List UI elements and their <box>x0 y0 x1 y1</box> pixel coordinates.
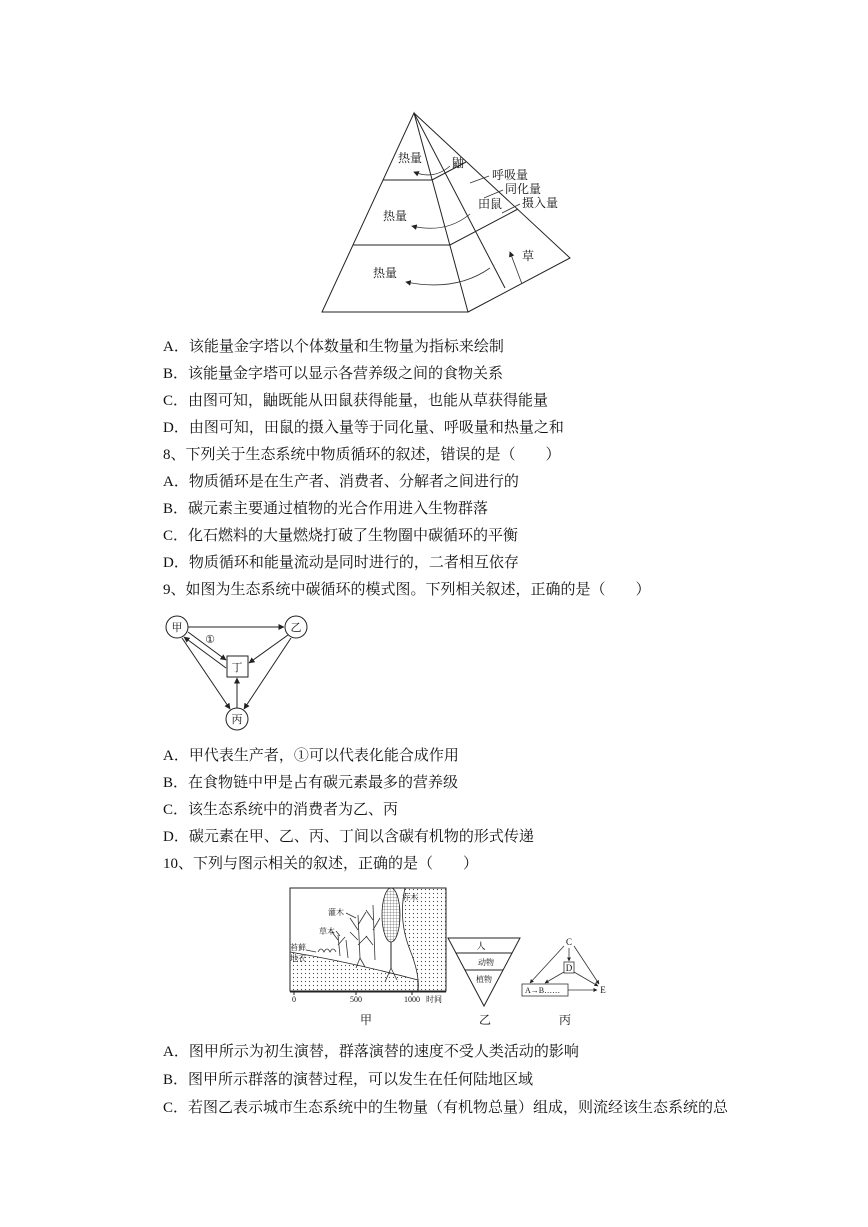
axis-label-time: 时间 <box>426 995 442 1004</box>
label-ding: 丁 <box>231 662 243 674</box>
weasel-label: 鼬 <box>451 156 465 170</box>
carbon-cycle-figure <box>160 610 320 735</box>
arrow-yi-bing <box>244 638 291 709</box>
shrub-shape-2 <box>366 905 380 960</box>
label-human: 人 <box>476 941 486 951</box>
figure-jia <box>290 888 446 1004</box>
q9-option-d: D．碳元素在甲、乙、丙、丁间以含碳有机物的形式传递 <box>163 829 534 845</box>
grass-label: 草 <box>521 249 535 263</box>
q9-stem: 9、如图为生态系统中碳循环的模式图。下列相关叙述，正确的是（ ） <box>163 582 651 598</box>
q10-stem: 10、下列与图示相关的叙述，正确的是（ ） <box>163 856 479 872</box>
succession-figures <box>285 882 615 1032</box>
q7-option-d: D．由图可知，田鼠的摄入量等于同化量、呼吸量和热量之和 <box>163 420 564 436</box>
label-yi: 乙 <box>290 622 302 634</box>
q8-option-d: D．物质循环和能量流动是同时进行的，二者相互依存 <box>163 555 519 571</box>
label-plant: 植物 <box>476 975 492 984</box>
assimilation-label: 同化量 <box>504 182 542 196</box>
arrow-jia-bing <box>182 638 230 709</box>
label-bing: 丙 <box>231 714 243 726</box>
caption-yi: 乙 <box>478 1013 492 1027</box>
q9-option-a: A．甲代表生产者，①可以代表化能合成作用 <box>163 748 459 764</box>
caption-bing: 丙 <box>558 1013 572 1027</box>
tick-label-1000: 1000 <box>404 995 420 1004</box>
arrow-d-a <box>545 972 564 983</box>
ground-slope <box>290 952 418 991</box>
q10-option-b: B．图甲所示群落的演替过程，可以发生在任何陆地区域 <box>163 1072 534 1088</box>
q9-option-b: B．在食物链中甲是占有碳元素最多的营养级 <box>163 775 459 791</box>
q10-option-a: A．图甲所示为初生演替，群落演替的速度不受人类活动的影响 <box>163 1044 579 1060</box>
q8-option-a: A．物质循环是在生产者、消费者、分解者之间进行的 <box>163 474 519 490</box>
tick-label-0: 0 <box>292 995 296 1004</box>
heat-label-mid: 热量 <box>382 209 408 223</box>
arrow-d-e <box>574 972 598 986</box>
moss-shape <box>318 949 336 952</box>
label-c: C <box>565 937 573 947</box>
label-animal: 动物 <box>478 958 494 967</box>
heat-arrow-bottom <box>406 268 490 285</box>
arrow-c-e <box>574 946 599 984</box>
label-d: D <box>565 963 573 973</box>
heat-label-top: 热量 <box>397 151 423 165</box>
shrub-leader <box>346 913 356 918</box>
label-ab: A→B…… <box>525 986 561 995</box>
label-shrub: 灌木 <box>328 908 344 917</box>
q7-option-a: A．该能量金字塔以个体数量和生物量为指标来绘制 <box>163 339 504 355</box>
q8-stem: 8、下列关于生态系统中物质循环的叙述，错误的是（ ） <box>163 447 561 463</box>
q10-option-c: C．若图乙表示城市生态系统中的生物量（有机物总量）组成，则流经该生态系统的总 <box>163 1100 729 1116</box>
label-herb: 草本 <box>319 927 335 936</box>
label-e: E <box>600 985 606 995</box>
tick-label-500: 500 <box>350 995 362 1004</box>
shrub-shape <box>350 912 367 958</box>
heat-label-bottom: 热量 <box>372 266 398 280</box>
pyramid-level-line-2 <box>353 209 518 245</box>
q9-option-c: C．该生态系统中的消费者为乙、丙 <box>163 802 399 818</box>
q7-option-b: B．该能量金字塔可以显示各营养级之间的食物关系 <box>163 366 504 382</box>
vole-label: 田鼠 <box>477 197 503 211</box>
tree-crown <box>382 888 400 942</box>
label-jia: 甲 <box>171 622 183 634</box>
label-moss: 苔藓 <box>290 943 306 952</box>
figure-bing <box>522 937 606 996</box>
q8-option-b: B．碳元素主要通过植物的光合作用进入生物群落 <box>163 501 489 517</box>
moss-leader <box>306 950 316 952</box>
label-marker-1: ① <box>205 634 215 646</box>
arrow-c-a <box>530 946 564 983</box>
q7-option-c: C．由图可知，鼬既能从田鼠获得能量，也能从草获得能量 <box>163 393 549 409</box>
intake-label: 摄入量 <box>521 196 559 210</box>
label-lichen: 地衣 <box>290 954 306 963</box>
energy-pyramid-figure <box>315 105 580 320</box>
pyramid-right-face <box>414 113 570 312</box>
respiration-label: 呼吸量 <box>491 168 529 182</box>
cliff-area <box>402 888 446 991</box>
label-tree: 乔木 <box>402 893 418 902</box>
grass-arrow <box>510 252 522 284</box>
figure-yi <box>448 938 520 1006</box>
caption-jia: 甲 <box>359 1013 373 1027</box>
heat-arrow-mid <box>412 214 470 228</box>
arrow-yi-ding <box>249 635 288 663</box>
q8-option-c: C．化石燃料的大量燃烧打破了生物圈中碳循环的平衡 <box>163 528 519 544</box>
